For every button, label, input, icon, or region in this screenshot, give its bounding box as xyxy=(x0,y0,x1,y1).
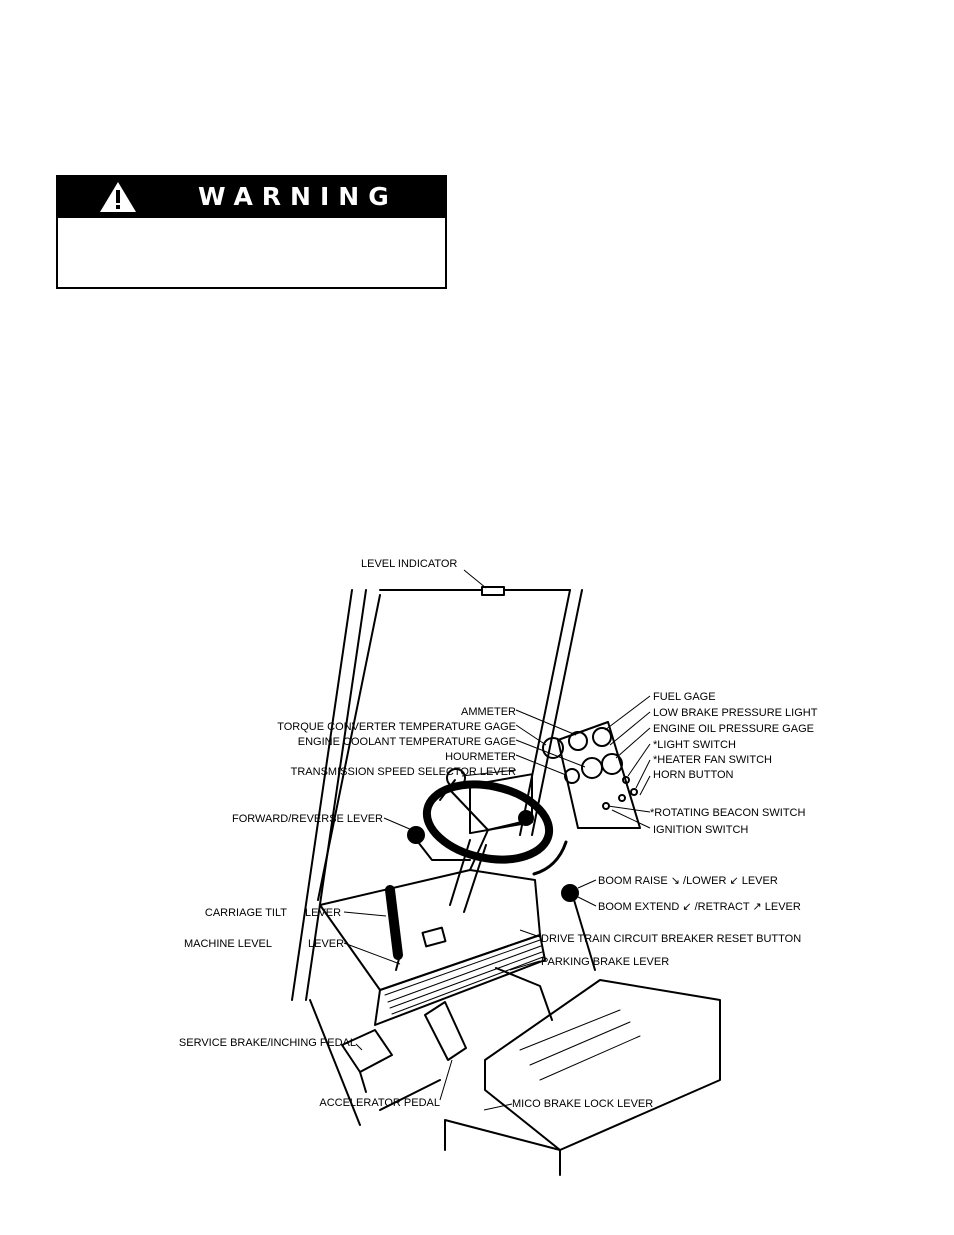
switch-dot-2 xyxy=(631,789,637,795)
leader-hourmeter xyxy=(516,755,566,775)
level-indicator-shape xyxy=(482,587,504,595)
label-rotating-beacon: *ROTATING BEACON SWITCH xyxy=(650,807,806,819)
leader-forward-reverse xyxy=(384,818,412,830)
leader-carriage-tilt xyxy=(344,912,386,916)
label-engine-coolant-temp: ENGINE COOLANT TEMPERATURE GAGE xyxy=(297,736,516,748)
label-carriage-tilt-lever: LEVER xyxy=(305,907,342,919)
label-heater-fan-switch: *HEATER FAN SWITCH xyxy=(653,754,772,766)
leader-fuel xyxy=(605,696,650,730)
leader-accelerator xyxy=(440,1060,452,1100)
leader-engine-oil xyxy=(616,728,650,758)
label-horn-button: HORN BUTTON xyxy=(653,769,734,781)
label-light-switch: *LIGHT SWITCH xyxy=(653,739,736,751)
warning-title: WARNING xyxy=(198,182,398,211)
fuel-gage-dial xyxy=(593,728,611,746)
label-ignition-switch: IGNITION SWITCH xyxy=(653,824,749,836)
seat-cushion xyxy=(485,980,720,1150)
label-parking-brake: PARKING BRAKE LEVER xyxy=(541,956,670,968)
label-hourmeter: HOURMETER xyxy=(445,751,516,763)
label-boom-extend-retract: BOOM EXTEND ↙ /RETRACT ↗ LEVER xyxy=(598,901,801,913)
label-service-brake: SERVICE BRAKE/INCHING PEDAL xyxy=(178,1037,356,1049)
ammeter-dial xyxy=(569,732,587,750)
engine-coolant-temp-dial xyxy=(582,758,602,778)
label-drive-train-breaker: DRIVE TRAIN CIRCUIT BREAKER RESET BUTTON xyxy=(541,933,802,945)
label-ammeter: AMMETER xyxy=(461,706,516,718)
leader-service-brake xyxy=(356,1044,362,1050)
label-low-brake-pressure: LOW BRAKE PRESSURE LIGHT xyxy=(653,707,818,719)
console-panel xyxy=(470,774,532,833)
service-brake-stem xyxy=(360,1072,366,1092)
label-transmission-speed-selector: TRANSMISSION SPEED SELECTOR LEVER xyxy=(290,766,516,778)
accelerator-pedal xyxy=(425,1002,466,1060)
switch-dot-4 xyxy=(619,795,625,801)
label-mico-brake-lock: MICO BRAKE LOCK LEVER xyxy=(512,1098,654,1110)
label-forward-reverse: FORWARD/REVERSE LEVER xyxy=(232,813,383,825)
label-level-indicator: LEVEL INDICATOR xyxy=(361,558,458,570)
seat-lines xyxy=(520,1010,640,1080)
steering-wheel xyxy=(420,774,556,870)
label-carriage-tilt: CARRIAGE TILT xyxy=(204,907,287,919)
label-accelerator: ACCELERATOR PEDAL xyxy=(319,1097,440,1109)
label-machine-level-lever: LEVER xyxy=(308,938,345,950)
leader-level-indicator xyxy=(464,570,486,588)
label-fuel-gage: FUEL GAGE xyxy=(653,691,716,703)
leader-boom-extend xyxy=(578,897,596,906)
label-engine-oil-pressure: ENGINE OIL PRESSURE GAGE xyxy=(653,723,814,735)
leader-boom-raise xyxy=(578,880,596,888)
boom-lever-knob xyxy=(562,885,578,901)
engine-oil-pressure-dial xyxy=(602,754,622,774)
leader-light xyxy=(628,744,650,776)
label-machine-level: MACHINE LEVEL xyxy=(183,938,272,950)
label-torque-converter-temp: TORQUE CONVERTER TEMPERATURE GAGE xyxy=(277,721,516,733)
leader-heater xyxy=(636,760,650,788)
carriage-tilt-lever xyxy=(390,890,398,955)
cab-frame-right-outer xyxy=(532,590,582,835)
seat-base xyxy=(445,1120,560,1175)
leader-ignition xyxy=(612,810,650,828)
leader-drive-train xyxy=(520,930,540,937)
label-boom-raise-lower: BOOM RAISE ↘ /LOWER ↙ LEVER xyxy=(598,875,778,887)
dash-plate xyxy=(423,928,446,947)
leader-low-brake xyxy=(610,712,650,745)
leader-horn xyxy=(640,776,650,795)
leader-machine-level xyxy=(344,943,400,964)
